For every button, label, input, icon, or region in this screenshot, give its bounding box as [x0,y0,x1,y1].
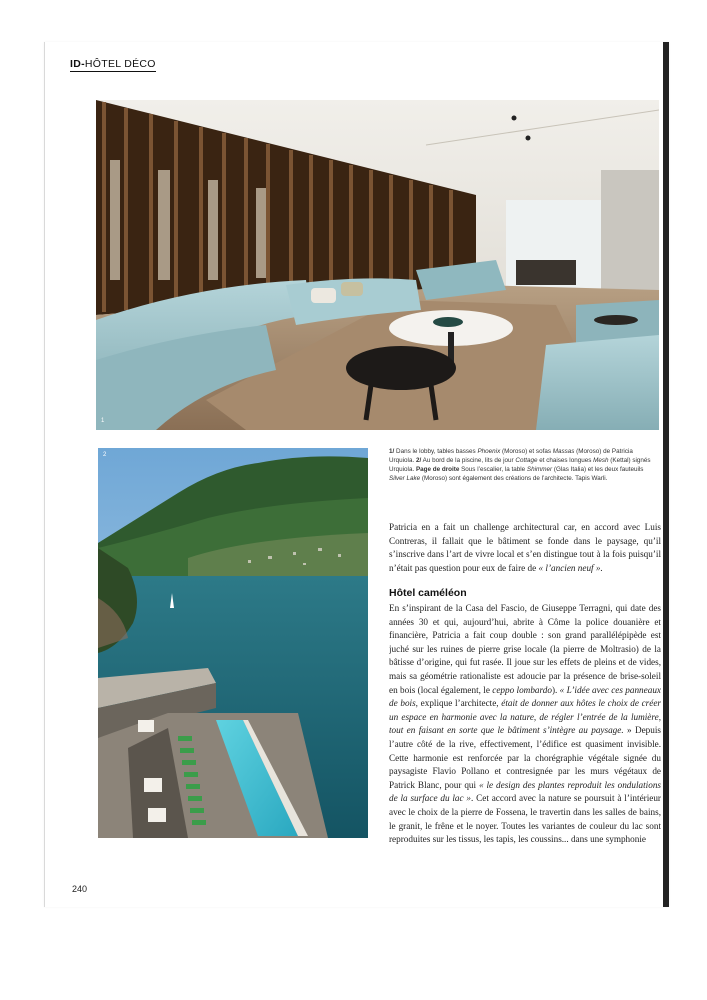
lobby-photo [96,100,659,430]
photo-number-2: 2 [103,452,107,458]
section-subheading: Hôtel caméléon [389,587,467,599]
photo-caption: 1/ Dans le lobby, tables basses Phoenix (Moroso) et sofas Massas (Moroso) de Patricia Urquiola. 2/ Au bord de la piscine, lits de jour Cottage et chaises longues Mesh (Kettal) signés Urquiola. Page de droite Sous l’escalier, la table Shimmer (Glas Italia) et les deux fauteuils Silver Lake (Moroso) sont également des créations de l’architecte. Tapis Warli. [389,448,651,482]
rubric-prefix: ID- [70,58,85,70]
lake-pool-photo [98,448,368,838]
photo-number-1: 1 [101,418,105,424]
page-number: 240 [72,884,88,894]
rubric-label: HÔTEL DÉCO [84,58,156,70]
body-paragraph: En s’inspirant de la Casa del Fascio, de Giuseppe Terragni, qui date des années 30 et qui, aujourd’hui, abrite à Côme la police douanière et financière, Patricia a fait coup double : son grand parallélépipède est juché sur les ruines de pierre grise locale (la pierre de Moltrasio) de la bâtisse d’origine, qui fut rasée. Il joue sur les effets de pleins et de vides, mais sa géométrie rationaliste est adoucie par la présence de brise-soleil en bois (local également, le ceppo lombardo). « L’idée avec ces panneaux de bois, explique l’architecte, était de donner aux hôtes le choix de créer un espace en harmonie avec la nature, de régler l’entrée de la lumière, tout en faisant en sorte que le bâtiment s’intègre au paysage. » Depuis l’autre côté de la rive, effectivement, l’édifice est quasiment invisible. Cette harmonie est renforcée par la chorégraphie végétale signée du paysagiste Flavio Pollano et contresignée par les murs végétaux de Patrick Blanc, pour qui « le design des plantes reproduit les ondulations de la surface du lac ». Cet accord avec la nature se poursuit à l’intérieur avec le choix de la pierre de Fossena, le travertin dans les salles de bains, le granit, le frêne et le noyer. Toutes les variantes de couleur du lac sont reproduites sur les tissus, les tapis, les coussins... dans une symphonie [389,603,661,845]
intro-paragraph: Patricia en a fait un challenge architectural car, en accord avec Luis Contreras, il fallait que le bâtiment se fonde dans le paysage, qu’il s’inscrive dans l’art de vivre local et s’en distingue tout à la fois puisqu’il n’était pas question pour eux de faire de « l’ancien neuf ». [389,522,661,573]
section-rubric [70,58,156,72]
